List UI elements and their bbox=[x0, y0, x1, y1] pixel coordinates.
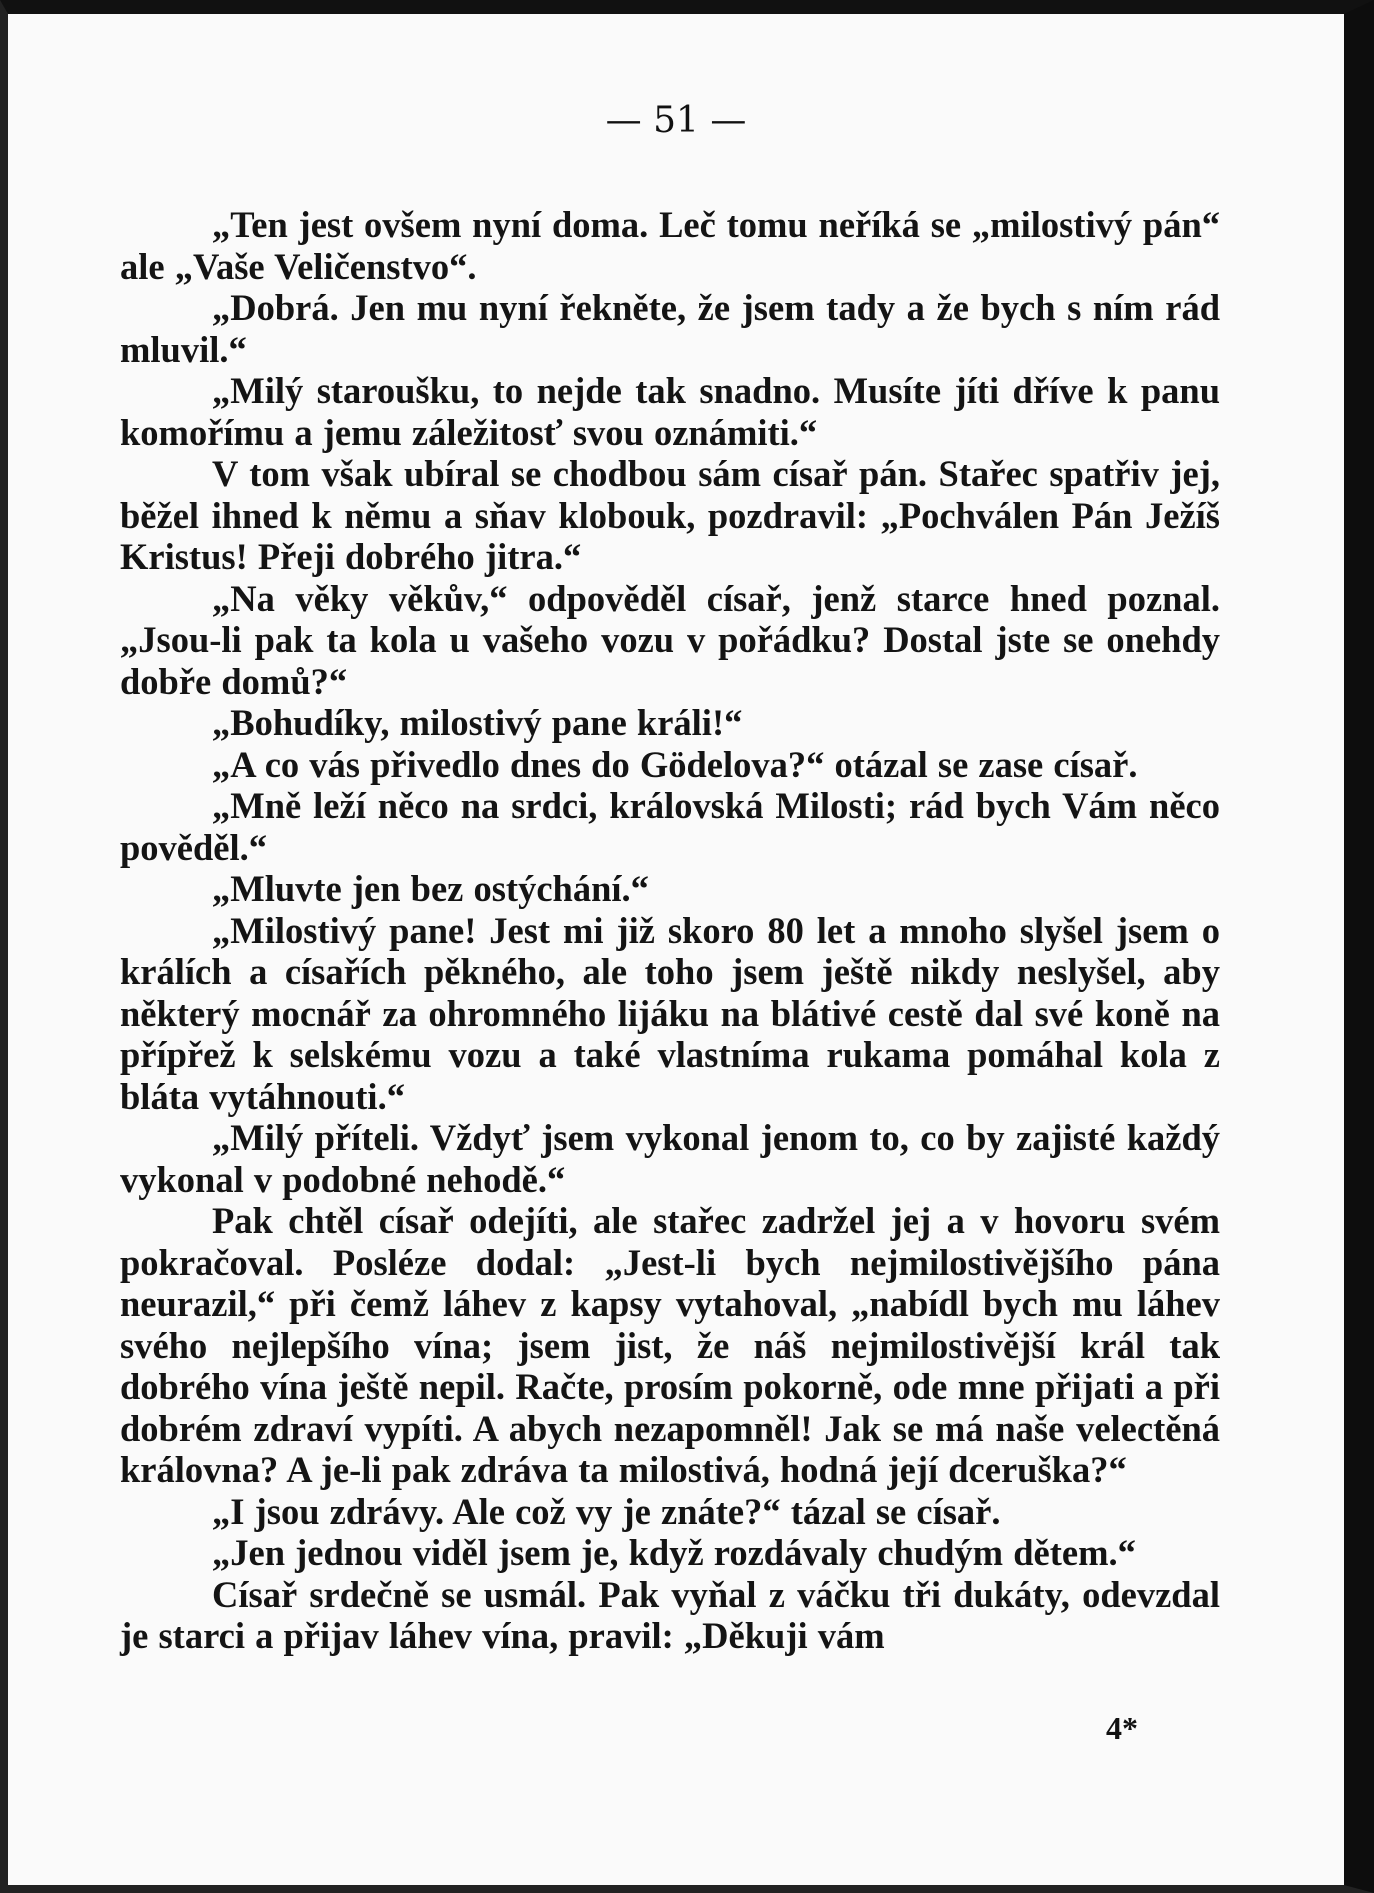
page-number: — 51 — bbox=[605, 100, 747, 141]
paragraph: „Dobrá. Jen mu nyní řekněte, že jsem tady a že bych s ním rád mluvil.“ bbox=[120, 287, 1220, 370]
paragraph: V tom však ubíral se chodbou sám císař pán. Stařec spatřiv jej, běžel ihned k němu a sňav klobouk, pozdravil: „Pochválen Pán Ježíš Kristus! Přeji dobrého jitra.“ bbox=[120, 453, 1220, 577]
paragraph: „Mně leží něco na srdci, královská Milosti; rád bych Vám něco pověděl.“ bbox=[120, 785, 1220, 868]
signature-mark: 4* bbox=[1106, 1710, 1138, 1746]
paragraph: „I jsou zdrávy. Ale což vy je znáte?“ tázal se císař. bbox=[212, 1490, 1001, 1532]
paragraph: „Milostivý pane! Jest mi již skoro 80 let a mnoho slyšel jsem o králích a císařích pěkného, ale toho jsem ještě nikdy neslyšel, aby některý mocnář za ohromného lijáku na blátivé cestě dal své koně na přípřež k selskému vozu a také vlastníma rukama pomáhal kola z bláta vytáhnouti.“ bbox=[120, 909, 1220, 1117]
paragraph: Císař srdečně se usmál. Pak vyňal z váčku tři dukáty, odevzdal je starci a přijav láhev vína, pravil: „Děkuji vám bbox=[120, 1573, 1220, 1656]
paragraph: „Mluvte jen bez ostýchání.“ bbox=[212, 868, 649, 909]
paragraph: „Milý příteli. Vždyť jsem vykonal jenom to, co by zajisté každý vykonal v podobné nehodě.“ bbox=[120, 1117, 1220, 1200]
paragraph: „A co vás přivedlo dnes do Gödelova?“ otázal se zase císař. bbox=[212, 743, 1138, 785]
paragraph: „Na věky věkův,“ odpověděl císař, jenž starce hned poznal. „Jsou-li pak ta kola u vašeho vozu v pořádku? Dostal jste se onehdy dobře domů?“ bbox=[120, 577, 1220, 702]
paragraph: „Milý staroušku, to nejde tak snadno. Musíte jíti dříve k panu komořímu a jemu záležitosť svou oznámiti.“ bbox=[120, 370, 1220, 453]
paragraph: „Bohudíky, milostivý pane králi!“ bbox=[212, 702, 743, 743]
paragraph: „Jen jednou viděl jsem je, když rozdávaly chudým dětem.“ bbox=[212, 1532, 1136, 1573]
paragraph: „Ten jest ovšem nyní doma. Leč tomu neříká se „milostivý pán“ ale „Vaše Veličenstvo“. bbox=[120, 204, 1220, 287]
body-text bbox=[120, 204, 1220, 1657]
paragraph: Pak chtěl císař odejíti, ale stařec zadržel jej a v hovoru svém pokračoval. Posléze dodal: „Jest-li bych nejmilostivějšího pána neurazil,“ při čemž láhev z kapsy vytahoval, „nabídl bych mu láhev svého nejlepšího vína; jsem jist, že náš nejmilostivější král tak dobrého vína ještě nepil. Račte, prosím pokorně, ode mne přijati a při dobrém zdraví vypíti. A abych nezapomněl! Jak se má naše velectěná královna? A je-li pak zdráva ta milostivá, hodná její dceruška?“ bbox=[120, 1200, 1220, 1490]
